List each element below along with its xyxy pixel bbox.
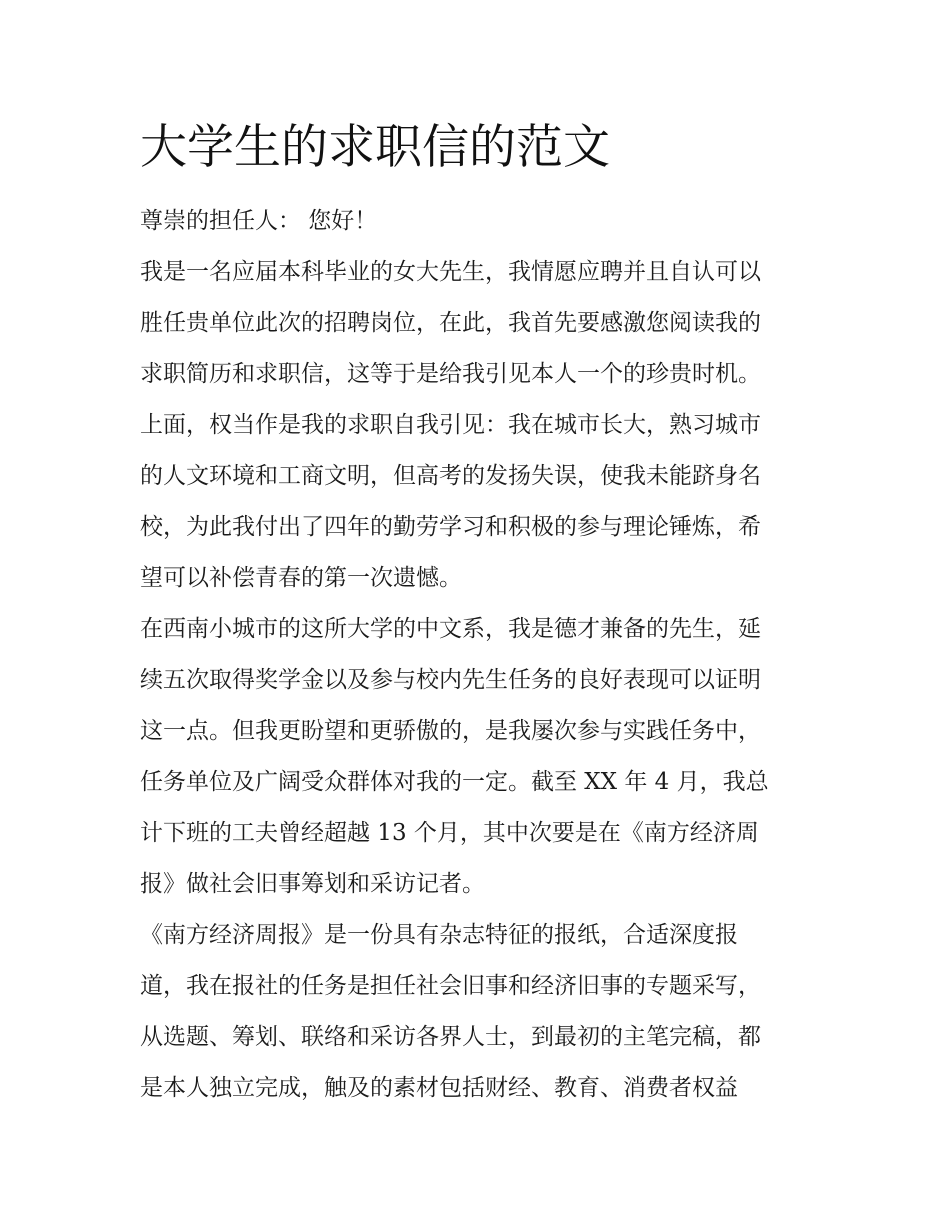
text-line: 尊崇的担任人： 您好！ (140, 208, 378, 234)
text-line: 在西南小城市的这所大学的中文系，我是德才兼备的先生，延 (140, 616, 761, 642)
text-line: 续五次取得奖学金以及参与校内先生任务的良好表现可以证明 (140, 667, 761, 693)
text-line: 报》做社会旧事筹划和采访记者。 (140, 871, 485, 897)
text-line: 计下班的工夫曾经超越 13 个月，其中次要是在《南方经济周 (140, 820, 759, 846)
text-line: 上面，权当作是我的求职自我引见：我在城市长大，熟习城市 (140, 412, 761, 438)
text-line: 道，我在报社的任务是担任社会旧事和经济旧事的专题采写， (140, 973, 761, 999)
text-line: 求职简历和求职信，这等于是给我引见本人一个的珍贵时机。 (140, 361, 761, 387)
text-line: 校，为此我付出了四年的勤劳学习和积极的参与理论锤炼，希 (140, 514, 761, 540)
text-line: 的人文环境和工商文明，但高考的发扬失误，使我未能跻身名 (140, 463, 761, 489)
text-line: 是本人独立完成，触及的素材包括财经、教育、消费者权益 (140, 1075, 738, 1101)
text-line: 望可以补偿青春的第一次遗憾。 (140, 565, 462, 591)
text-line: 胜任贵单位此次的招聘岗位，在此，我首先要感激您阅读我的 (140, 310, 761, 336)
text-line: 这一点。但我更盼望和更骄傲的，是我屡次参与实践任务中， (140, 718, 761, 744)
document-title: 大学生的求职信的范文 (140, 120, 610, 175)
text-line: 任务单位及广阔受众群体对我的一定。截至 XX 年 4 月，我总 (140, 769, 769, 795)
text-line: 《南方经济周报》是一份具有杂志特征的报纸，合适深度报 (140, 922, 738, 948)
text-line: 我是一名应届本科毕业的女大先生，我情愿应聘并且自认可以 (140, 259, 761, 285)
text-line: 从选题、筹划、联络和采访各界人士，到最初的主笔完稿，都 (140, 1024, 761, 1050)
